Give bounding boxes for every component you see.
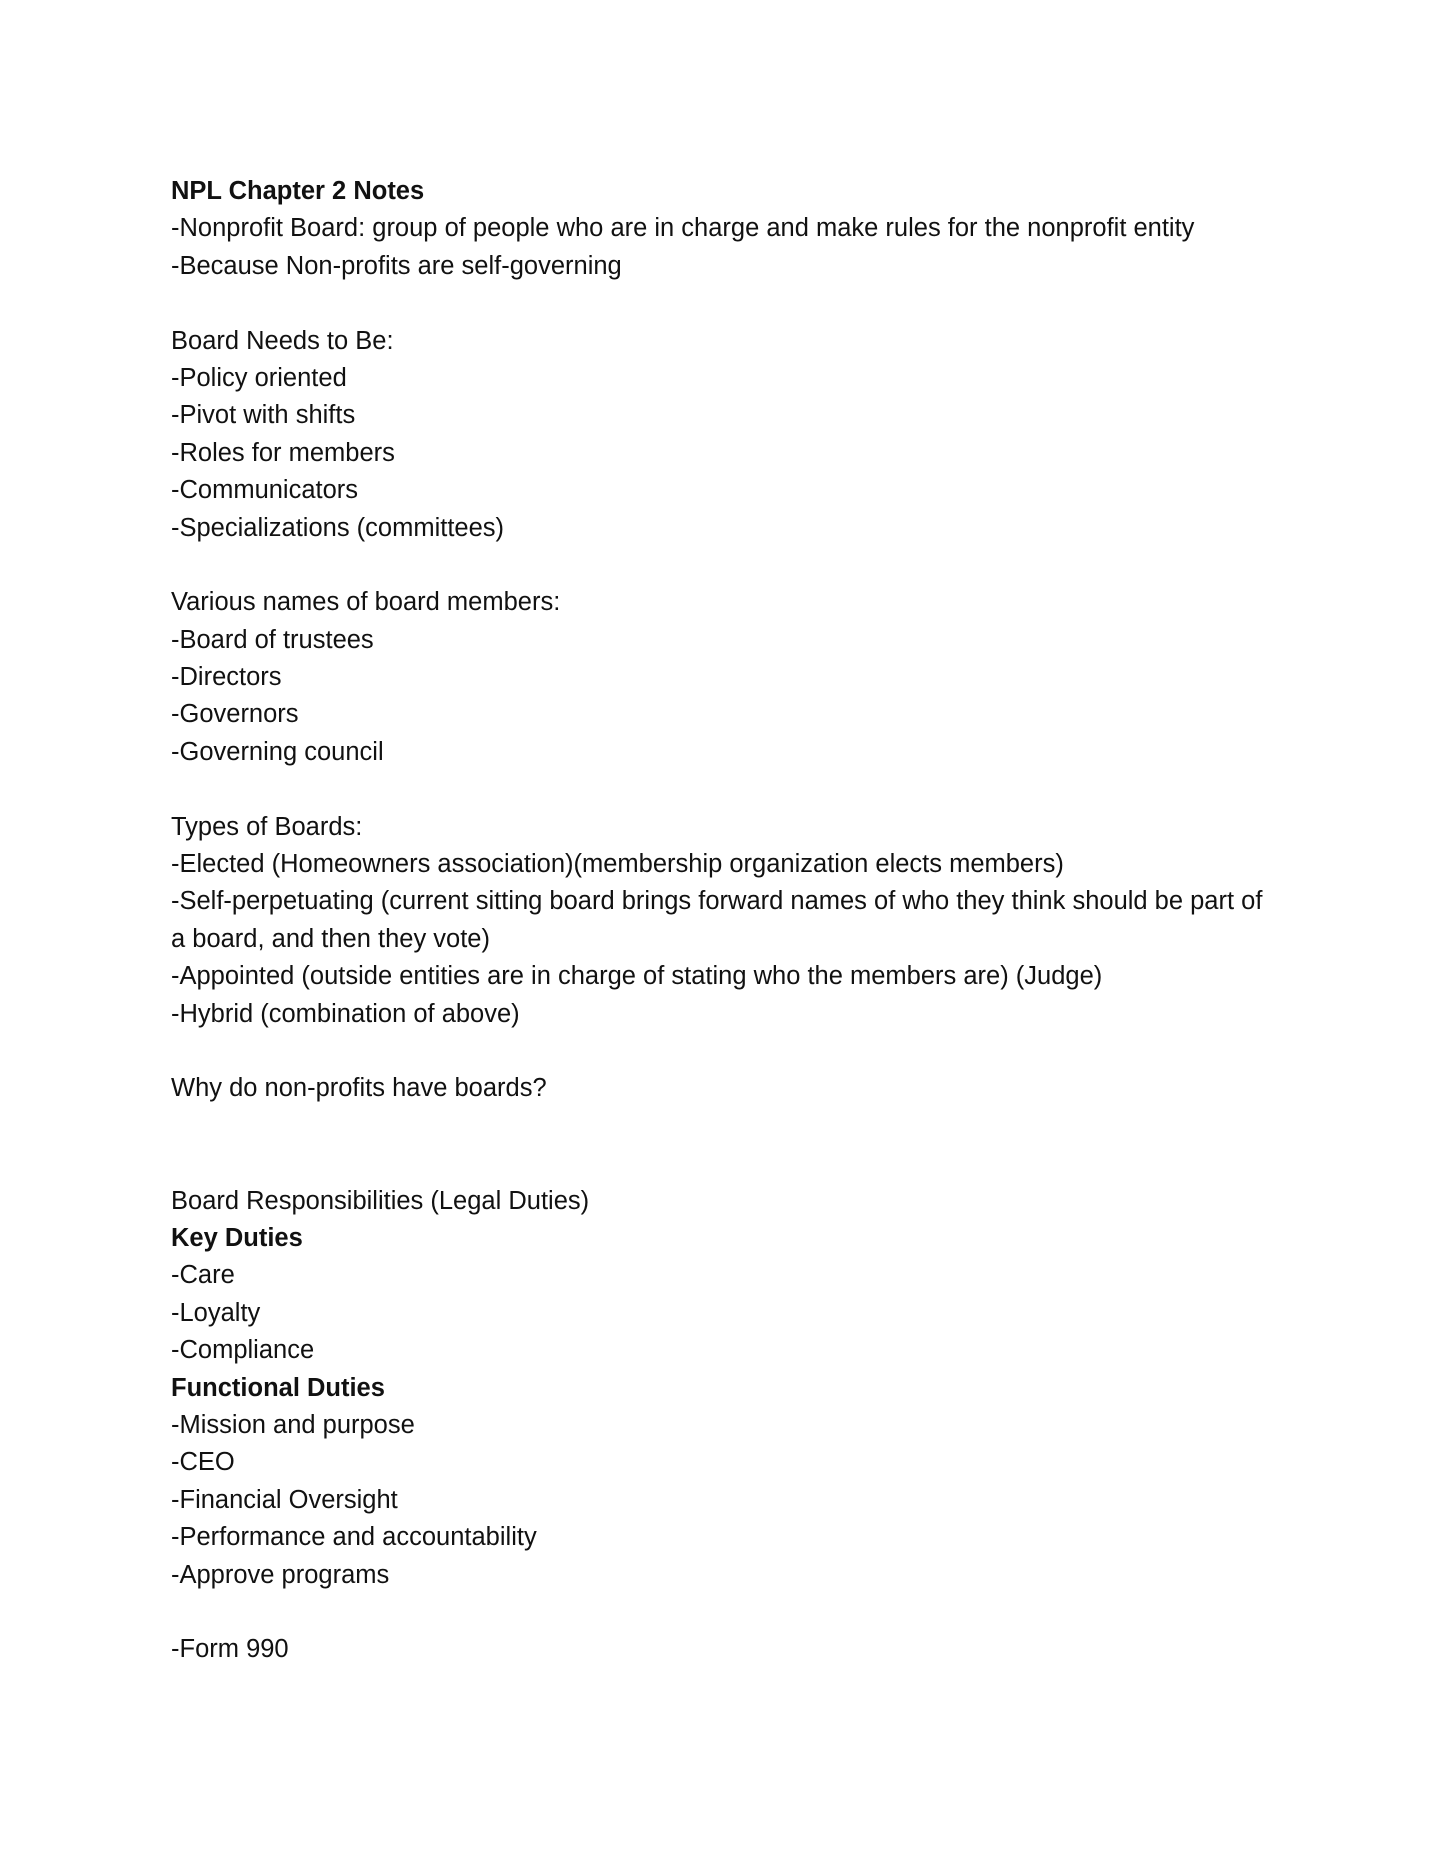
list-item: -Governors [171, 700, 299, 729]
spacer [171, 1108, 1291, 1183]
intro-line: -Because Non-profits are self-governing [171, 251, 622, 280]
list-item: -Specializations (committees) [171, 513, 505, 542]
question-line: Why do non-profits have boards? [171, 1074, 547, 1103]
list-item: -Self-perpetuating (current sitting board brings forward names of who they think should be part of a board, and then they vote) [171, 887, 1263, 953]
list-item: -Care [171, 1261, 235, 1290]
subheading-key-duties: Key Duties [171, 1223, 303, 1252]
list-item: -Approve programs [171, 1560, 390, 1589]
list-item-form-990: -Form 990 [171, 1635, 289, 1664]
list-item: -Directors [171, 663, 282, 692]
list-item: -Loyalty [171, 1298, 261, 1327]
list-item: -Roles for members [171, 438, 395, 467]
list-item: -Pivot with shifts [171, 401, 356, 430]
spacer [171, 771, 1291, 808]
spacer [171, 1033, 1291, 1070]
list-item: -Governing council [171, 737, 384, 766]
list-item: -Policy oriented [171, 363, 347, 392]
intro-line: -Nonprofit Board: group of people who are in charge and make rules for the nonprofit entity [171, 214, 1195, 243]
spacer [171, 547, 1291, 584]
list-item: -CEO [171, 1448, 235, 1477]
section-heading-responsibilities: Board Responsibilities (Legal Duties) [171, 1186, 590, 1215]
list-item: -Elected (Homeowners association)(membership organization elects members) [171, 850, 1064, 879]
list-item: -Performance and accountability [171, 1523, 537, 1552]
page-title: NPL Chapter 2 Notes [171, 177, 425, 205]
list-item: -Hybrid (combination of above) [171, 999, 520, 1028]
list-item: -Mission and purpose [171, 1410, 415, 1439]
section-heading-board-needs: Board Needs to Be: [171, 326, 394, 355]
spacer [171, 285, 1291, 322]
notes-body [171, 173, 1291, 1669]
subheading-functional-duties: Functional Duties [171, 1373, 385, 1402]
list-item: -Compliance [171, 1336, 315, 1365]
list-item: -Board of trustees [171, 625, 374, 654]
spacer [171, 1594, 1291, 1631]
list-item: -Appointed (outside entities are in charge of stating who the members are) (Judge) [171, 962, 1103, 991]
section-heading-names: Various names of board members: [171, 588, 561, 617]
section-heading-types: Types of Boards: [171, 812, 363, 841]
list-item: -Communicators [171, 476, 359, 505]
list-item: -Financial Oversight [171, 1485, 398, 1514]
